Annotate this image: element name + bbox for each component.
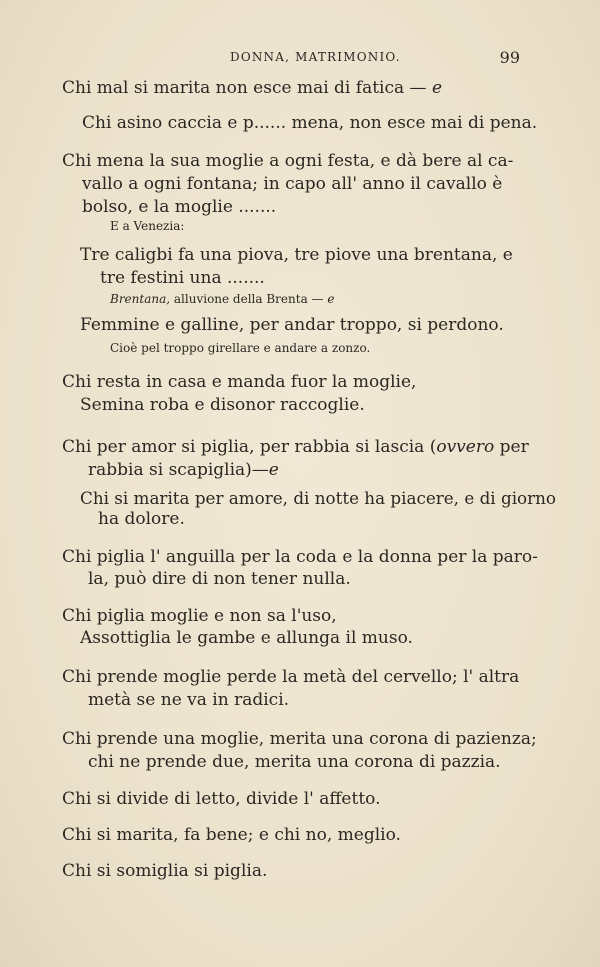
- text-line: Chi si marita per amore, di notte ha piacere, e di giorno: [80, 488, 557, 508]
- text-line: Brentana, alluvione della Brenta — e: [110, 292, 335, 306]
- text-line: Chi piglia l' anguilla per la coda e la donna per la paro-: [62, 547, 538, 567]
- text-line: bolso, e la moglie .......: [82, 197, 277, 217]
- text-line: Tre caligbi fa una piova, tre piove una brentana, e: [80, 245, 513, 265]
- text-line: Chi asino caccia e p...... mena, non esce mai di pena.: [82, 113, 538, 133]
- text-line: Semina roba e disonor raccoglie.: [80, 395, 365, 415]
- text-line: ha dolore.: [98, 509, 185, 529]
- text-line: Cioè pel troppo girellare e andare a zonzo.: [110, 341, 371, 355]
- text-line: metà se ne va in radici.: [88, 690, 290, 710]
- text-line: Chi piglia moglie e non sa l'uso,: [62, 606, 337, 626]
- text-line: tre festini una .......: [100, 268, 265, 288]
- text-line: Chi mena la sua moglie a ogni festa, e dà bere al ca-: [62, 151, 514, 171]
- page-number: 99: [499, 48, 520, 67]
- text-line: Chi si divide di letto, divide l' affetto.: [62, 789, 381, 809]
- text-line: la, può dire di non tener nulla.: [88, 569, 351, 589]
- text-line: E a Venezia:: [110, 219, 185, 233]
- text-line: Chi si marita, fa bene; e chi no, meglio.: [62, 825, 401, 845]
- page-header: [60, 50, 520, 70]
- text-line: Chi resta in casa e manda fuor la moglie,: [62, 372, 417, 392]
- text-line: Assottiglia le gambe e allunga il muso.: [80, 628, 413, 648]
- text-line: chi ne prende due, merita una corona di pazzia.: [88, 752, 501, 772]
- text-line: Chi mal si marita non esce mai di fatica — e: [62, 78, 442, 98]
- text-line: Chi prende una moglie, merita una corona di pazienza;: [62, 729, 537, 749]
- text-line: rabbia si scapiglia)—e: [88, 460, 279, 480]
- text-line: Chi si somiglia si piglia.: [62, 861, 268, 881]
- text-line: Femmine e galline, per andar troppo, si perdono.: [80, 315, 504, 335]
- text-line: Chi prende moglie perde la metà del cervello; l' altra: [62, 667, 520, 687]
- text-line: Chi per amor si piglia, per rabbia si lascia (ovvero per: [62, 437, 529, 457]
- text-line: vallo a ogni fontana; in capo all' anno il cavallo è: [82, 174, 503, 194]
- running-head: DONNA, MATRIMONIO.: [230, 50, 401, 64]
